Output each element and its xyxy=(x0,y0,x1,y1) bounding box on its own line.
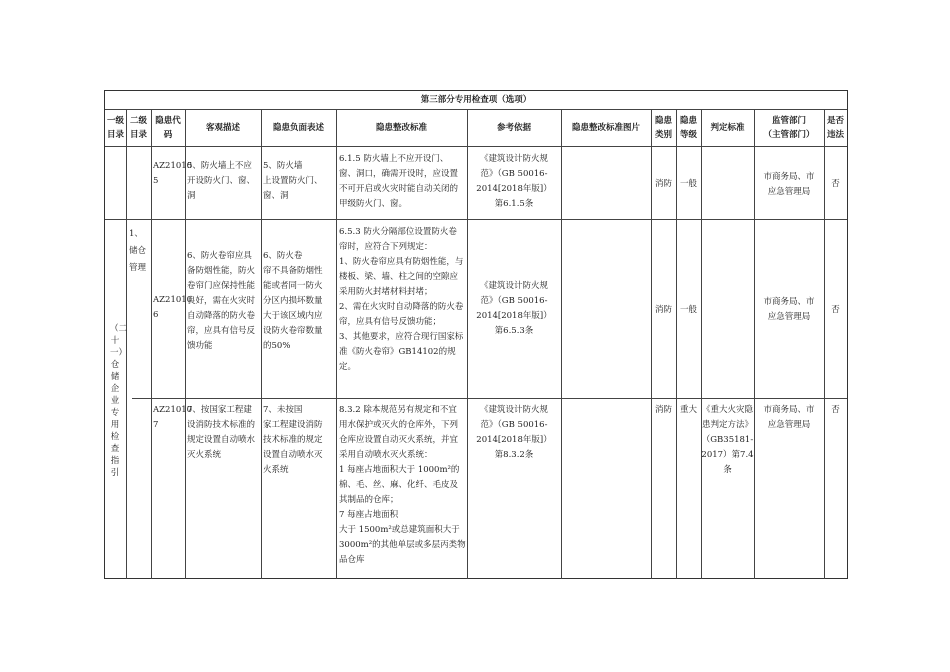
row2-violation: 否 xyxy=(831,305,840,315)
row1-grade: 一般 xyxy=(679,179,697,189)
col-line xyxy=(561,109,562,579)
col-line xyxy=(701,109,702,579)
row1-basis: 《建筑设计防火规 范》（GB 50016- 2014[2018年版]） 第6.1.5条 xyxy=(476,154,552,209)
row2-objective: 6、防火卷帘应具 备防烟性能，防火 卷帘门应保持性能 良好，需在火灾时 自动降落的防火卷 帘，应具有信号反 馈功能 xyxy=(187,251,256,351)
row3-standard: 8.3.2 除本规范另有规定和不宜 用水保护或灭火的仓库外，下列 仓库应设置自动灭火系统，并宜 采用自动喷水灭火系统： 1 每座占地面积大于 1000m²的 棉、毛、丝、麻、化纤、毛皮及 其制品的仓库； 7 每座占地面积 大于 1500m²或总建筑面积大于 3000m²的其他单层或多层丙类物 品仓库 xyxy=(339,405,466,565)
col-line xyxy=(185,109,186,579)
header-level2: 二级 目录 xyxy=(129,115,147,140)
inspection-table xyxy=(104,90,848,579)
header-authority: 监管部门 （主管部门） xyxy=(763,115,815,140)
row2-negative: 6、防火卷 帘不具备防烟性 能或者同一防火 分区内损坏数量 大于该区域内应 设防火卷帘数量 的50% xyxy=(263,251,323,351)
row1-code: AZ21010 5 xyxy=(153,161,193,186)
header-code: 隐患代 码 xyxy=(155,115,181,140)
row3-category: 消防 xyxy=(654,405,672,415)
header-standard: 隐患整改标准 xyxy=(375,122,427,133)
header-judgement: 判定标准 xyxy=(710,122,745,133)
col-line xyxy=(336,109,337,579)
header-grade: 隐患 等级 xyxy=(679,115,697,140)
row1-authority: 市商务局、市 应急管理局 xyxy=(763,172,815,197)
row2-standard: 6.5.3 防火分隔部位设置防火卷 帘时，应符合下列规定： 1、防火卷帘应具有防烟性能，与 楼板、梁、墙、柱之间的空隙应 采用防火封堵材料封堵； 2、需在火灾时自动降落的防火卷 帘，应具有信号反馈功能； 3、其他要求，应符合现行国家标 准《防火卷帘》GB14102的规 定。 xyxy=(339,227,464,372)
header-basis: 参考依据 xyxy=(496,122,531,133)
col-line xyxy=(126,109,127,579)
row3-grade: 重大 xyxy=(679,405,697,415)
row3-objective: 7、按国家工程建 设消防技术标准的 规定设置自动喷水 灭火系统 xyxy=(187,405,256,460)
row-line xyxy=(132,398,847,399)
row1-violation: 否 xyxy=(831,179,840,189)
row2-category: 消防 xyxy=(654,305,672,315)
level2-label: 1、 储仓 管理 xyxy=(129,229,147,273)
row3-basis: 《建筑设计防火规 范》（GB 50016- 2014[2018年版]） 第8.3.2条 xyxy=(476,405,552,460)
header-violation: 是否 违法 xyxy=(826,115,844,140)
section-title: 第三部分专用检查项（选项） xyxy=(420,95,532,105)
row1-category: 消防 xyxy=(654,179,672,189)
header-category: 隐患 类别 xyxy=(654,115,672,140)
row1-objective: 5、防火墙上不应 开设防火门、窗、 洞 xyxy=(187,161,256,201)
row-line xyxy=(105,219,847,220)
row-line xyxy=(105,146,847,147)
col-line xyxy=(151,109,152,579)
row2-code: AZ21010 6 xyxy=(153,295,193,320)
row3-code: AZ21010 7 xyxy=(153,405,193,430)
row3-negative: 7、未按国 家工程建设消防 技术标准的规定 设置自动喷水灭 火系统 xyxy=(263,405,323,475)
row1-standard: 6.1.5 防火墙上不应开设门、 窗、洞口，确需开设时，应设置 不可开启或火灾时能自动关闭的 甲级防火门、窗。 xyxy=(339,154,459,209)
header-image: 隐患整改标准图片 xyxy=(571,122,640,133)
row2-authority: 市商务局、市 应急管理局 xyxy=(763,297,815,322)
row3-judgement: 《重大火灾隐 患判定方法》 （GB35181- 2017）第7.4 条 xyxy=(701,405,754,475)
col-line xyxy=(261,109,262,579)
header-negative: 隐患负面表述 xyxy=(272,122,324,133)
level1-label: （二十一）仓储企业专用检查指引 xyxy=(110,324,128,478)
row3-violation: 否 xyxy=(831,405,840,415)
row2-basis: 《建筑设计防火规 范》（GB 50016- 2014[2018年版]） 第6.5.3条 xyxy=(476,281,552,336)
header-objective: 客观描述 xyxy=(205,122,240,133)
row2-grade: 一般 xyxy=(679,305,697,315)
row3-authority: 市商务局、市 应急管理局 xyxy=(763,405,815,430)
row1-negative: 5、防火墙 上设置防火门、 窗、洞 xyxy=(263,161,323,201)
header-level1: 一级 目录 xyxy=(106,115,124,140)
